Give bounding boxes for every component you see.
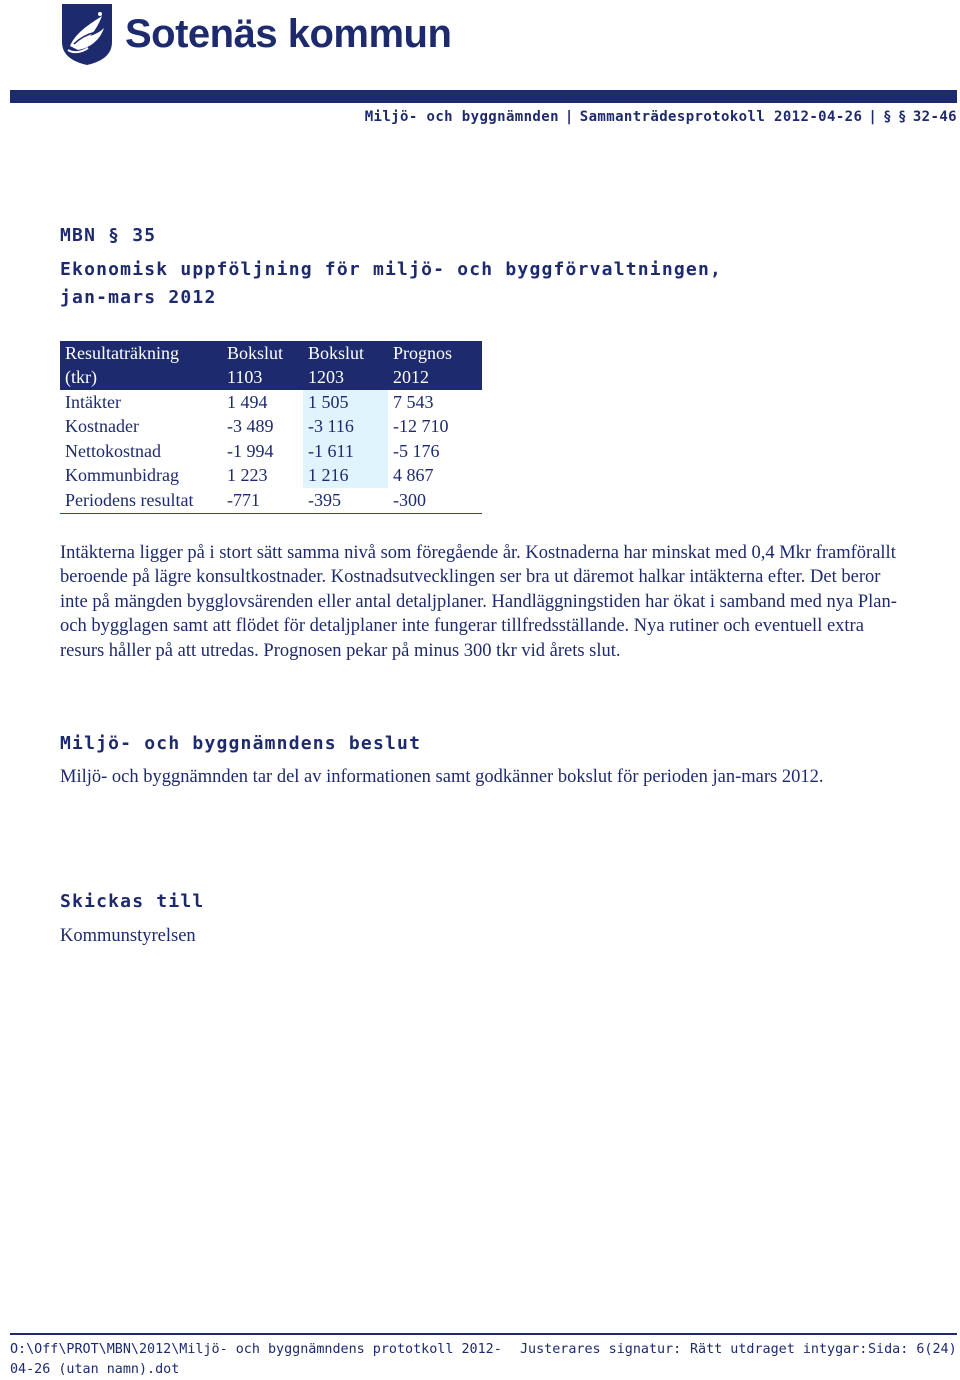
table-cell: Nettokostnad (65, 440, 161, 461)
send-to-recipient: Kommunstyrelsen (60, 926, 196, 946)
logo-wordmark: Sotenäs kommun (125, 12, 452, 56)
table-row (60, 488, 482, 513)
table-header-cell: Bokslut (222, 341, 303, 366)
header-bar (10, 90, 957, 103)
table-header-cell: (tkr) (60, 366, 222, 391)
table-header-cell: 1203 (303, 366, 388, 391)
header-separator: | (868, 109, 878, 125)
table-cell: -12 710 (393, 416, 449, 437)
footer-signature-label: Justerares signatur: (520, 1342, 682, 1357)
decision-text: Miljö- och byggnämnden tar del av informationen samt godkänner bokslut för perioden jan-mars 2012. (60, 767, 824, 787)
section-id: MBN § 35 (60, 225, 157, 246)
table-cell: 1 505 (303, 390, 388, 415)
table-cell: -1 611 (303, 439, 388, 464)
header-committee: Miljö- och byggnämnden (364, 109, 559, 125)
decision-heading: Miljö- och byggnämndens beslut (60, 733, 422, 754)
table-header-row (60, 341, 482, 366)
table-cell: 1 216 (303, 464, 388, 489)
footer-file-path: O:\Off\PROT\MBN\2012\Miljö- och byggnämndens prototkoll 2012-04-26 (utan namn).dot (10, 1342, 502, 1377)
header-paragraph-range: 32-46 (912, 109, 957, 125)
table-cell: -395 (303, 488, 388, 513)
table-header-cell: 1103 (222, 366, 303, 391)
footer-certified-label: Rätt utdraget intygar: (690, 1342, 868, 1357)
header-date: 2012-04-26 (774, 109, 863, 125)
header-separator: | (564, 109, 574, 125)
table-cell: 4 867 (393, 465, 434, 486)
table-row (60, 390, 482, 415)
table-cell: 1 494 (227, 391, 268, 412)
table-cell: -3 116 (303, 415, 388, 440)
header-paragraph-symbol: § (883, 109, 892, 125)
send-to-heading: Skickas till (60, 891, 205, 912)
table-cell: 1 223 (227, 465, 268, 486)
table-row (60, 439, 482, 464)
table-cell: -5 176 (393, 440, 440, 461)
table-header-cell: 2012 (388, 366, 482, 391)
table-header-cell: Prognos (388, 341, 482, 366)
table-row (60, 415, 482, 440)
table-cell: -1 994 (227, 440, 274, 461)
table-cell: -3 489 (227, 416, 274, 437)
footer-divider (10, 1333, 957, 1335)
header-line (300, 106, 957, 128)
header-separator: § (898, 109, 907, 125)
footer-page-number: Sida: 6(24) (868, 1342, 957, 1357)
financial-table (60, 341, 482, 514)
header-doc-type: Sammanträdesprotokoll (579, 109, 766, 125)
section-title: Ekonomisk uppföljning för miljö- och byggförvaltningen, jan-mars 2012 (60, 259, 723, 308)
table-cell: Kostnader (65, 416, 139, 437)
table-row (60, 464, 482, 489)
table-cell: 7 543 (393, 391, 434, 412)
table-header-row (60, 366, 482, 391)
table-cell: -771 (222, 488, 303, 513)
table-header-cell: Resultaträkning (60, 341, 222, 366)
table-cell: -300 (388, 488, 482, 513)
table-cell: Periodens resultat (60, 488, 222, 513)
table-cell: Kommunbidrag (65, 465, 179, 486)
table-header-cell: Bokslut (303, 341, 388, 366)
table-cell: Intäkter (65, 391, 121, 412)
seal-bird-icon (60, 2, 114, 66)
body-paragraph: Intäkterna ligger på i stort sätt samma nivå som föregående år. Kostnaderna har minskat med 0,4 Mkr framförallt beroende på lägre konsultkostnader. Kostnadsutvecklingen ser bra ut däremot halkar intäkterna efter. Det beror inte på mängden bygglovsärenden eller antal detaljplaner. Handläggningstiden har ökat i samband med nya Plan- och bygglagen samt att flödet för detaljplaner inte fungerar tillfredsställande. Nya rutiner och eventuell extra resurs håller på att utredas. Prognosen pekar på minus 300 tkr vid årets slut. (60, 543, 897, 661)
